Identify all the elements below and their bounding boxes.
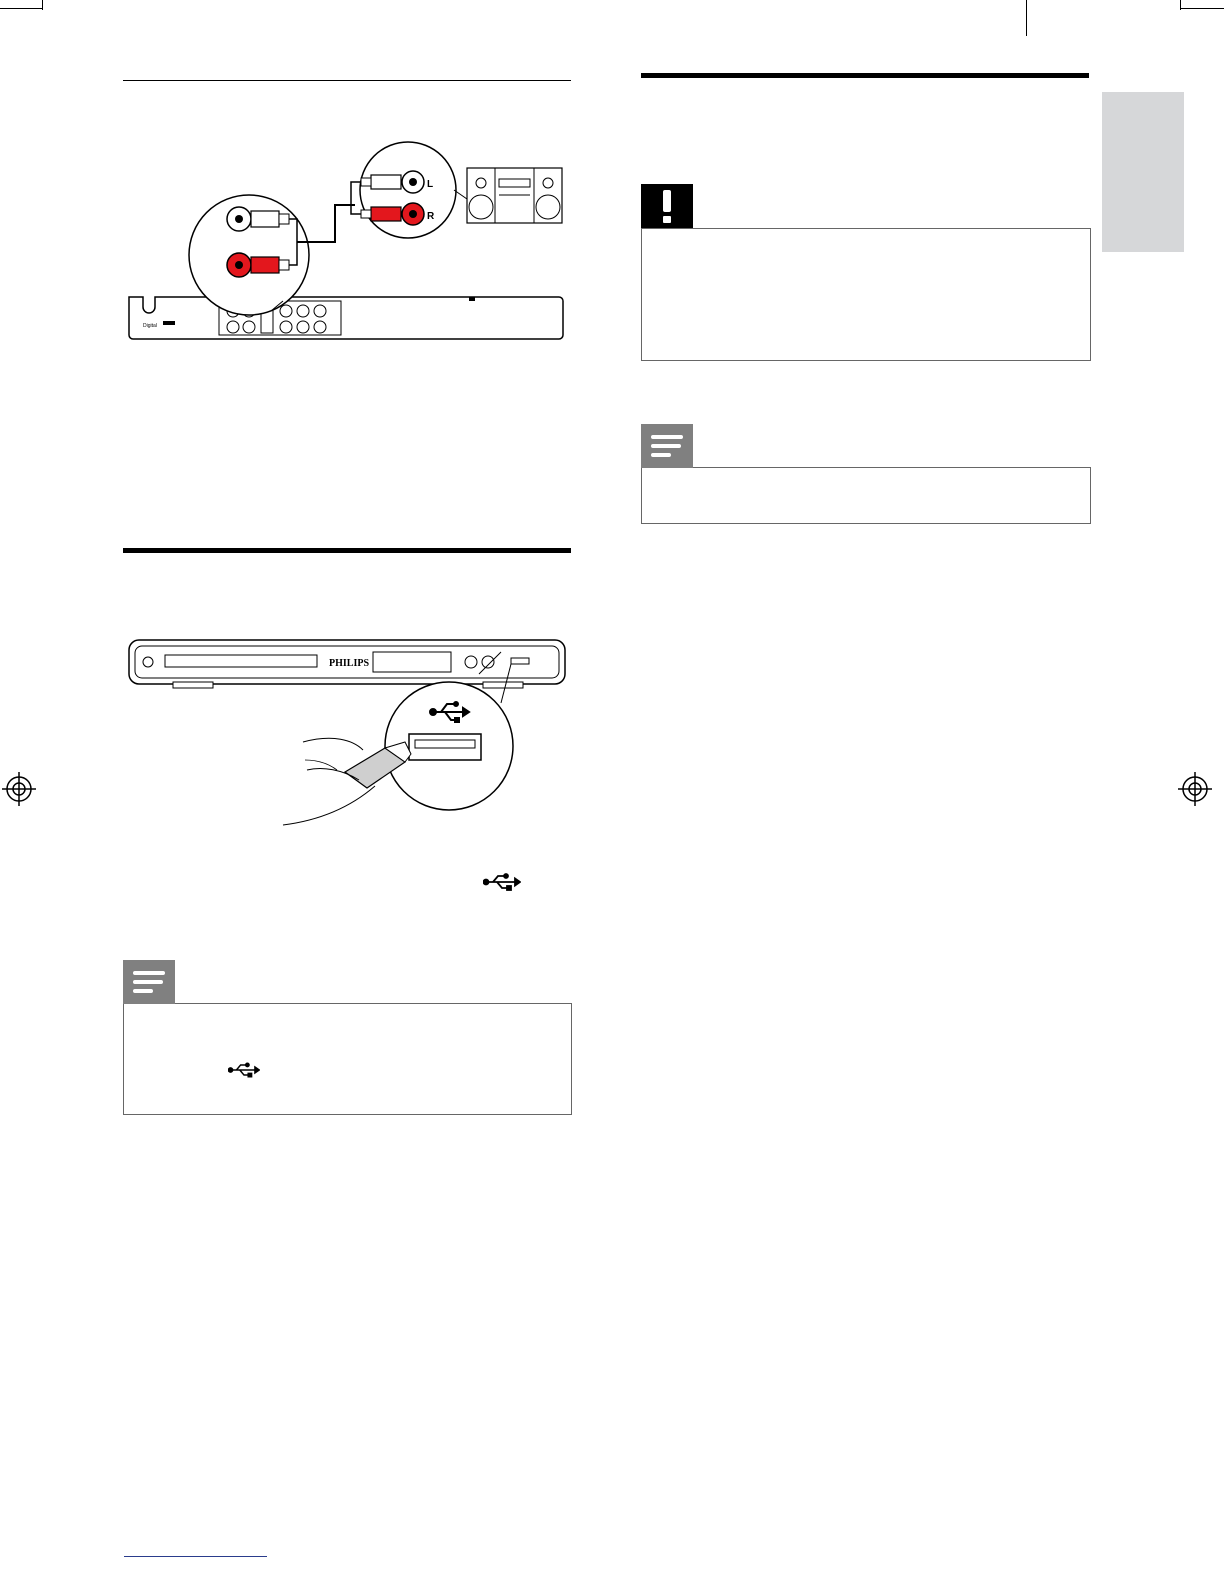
player-panel-label: Digital	[143, 323, 157, 329]
crop-mark-top-right-v	[1180, 0, 1181, 10]
crop-mark-top-center	[1026, 0, 1027, 36]
note-rule-left	[123, 1003, 571, 1004]
crop-mark-top-right	[1180, 8, 1224, 9]
usb-connection-figure	[123, 630, 571, 830]
registration-mark-left	[2, 772, 36, 806]
note-box-left	[123, 1003, 572, 1115]
exclamation-icon	[641, 184, 693, 228]
footer-underline	[124, 1556, 267, 1557]
crop-mark-top-left	[0, 8, 42, 9]
brand-label: PHILIPS	[329, 658, 370, 669]
note-box-right	[641, 467, 1091, 524]
section-rule-right	[641, 73, 1089, 78]
note-lines-icon	[123, 960, 175, 1004]
section-rule-left-2	[123, 548, 571, 553]
left-channel-label: L	[427, 179, 434, 190]
usb-icon	[483, 872, 521, 892]
section-rule-top-left	[123, 80, 571, 81]
right-channel-label: R	[427, 211, 435, 222]
usb-icon	[228, 1061, 260, 1079]
caution-box	[641, 228, 1091, 361]
audio-connection-figure	[123, 135, 571, 350]
note-lines-icon	[641, 424, 693, 468]
crop-mark-top-left-v	[42, 0, 43, 10]
language-side-tab	[1102, 92, 1184, 252]
registration-mark-right	[1178, 772, 1212, 806]
